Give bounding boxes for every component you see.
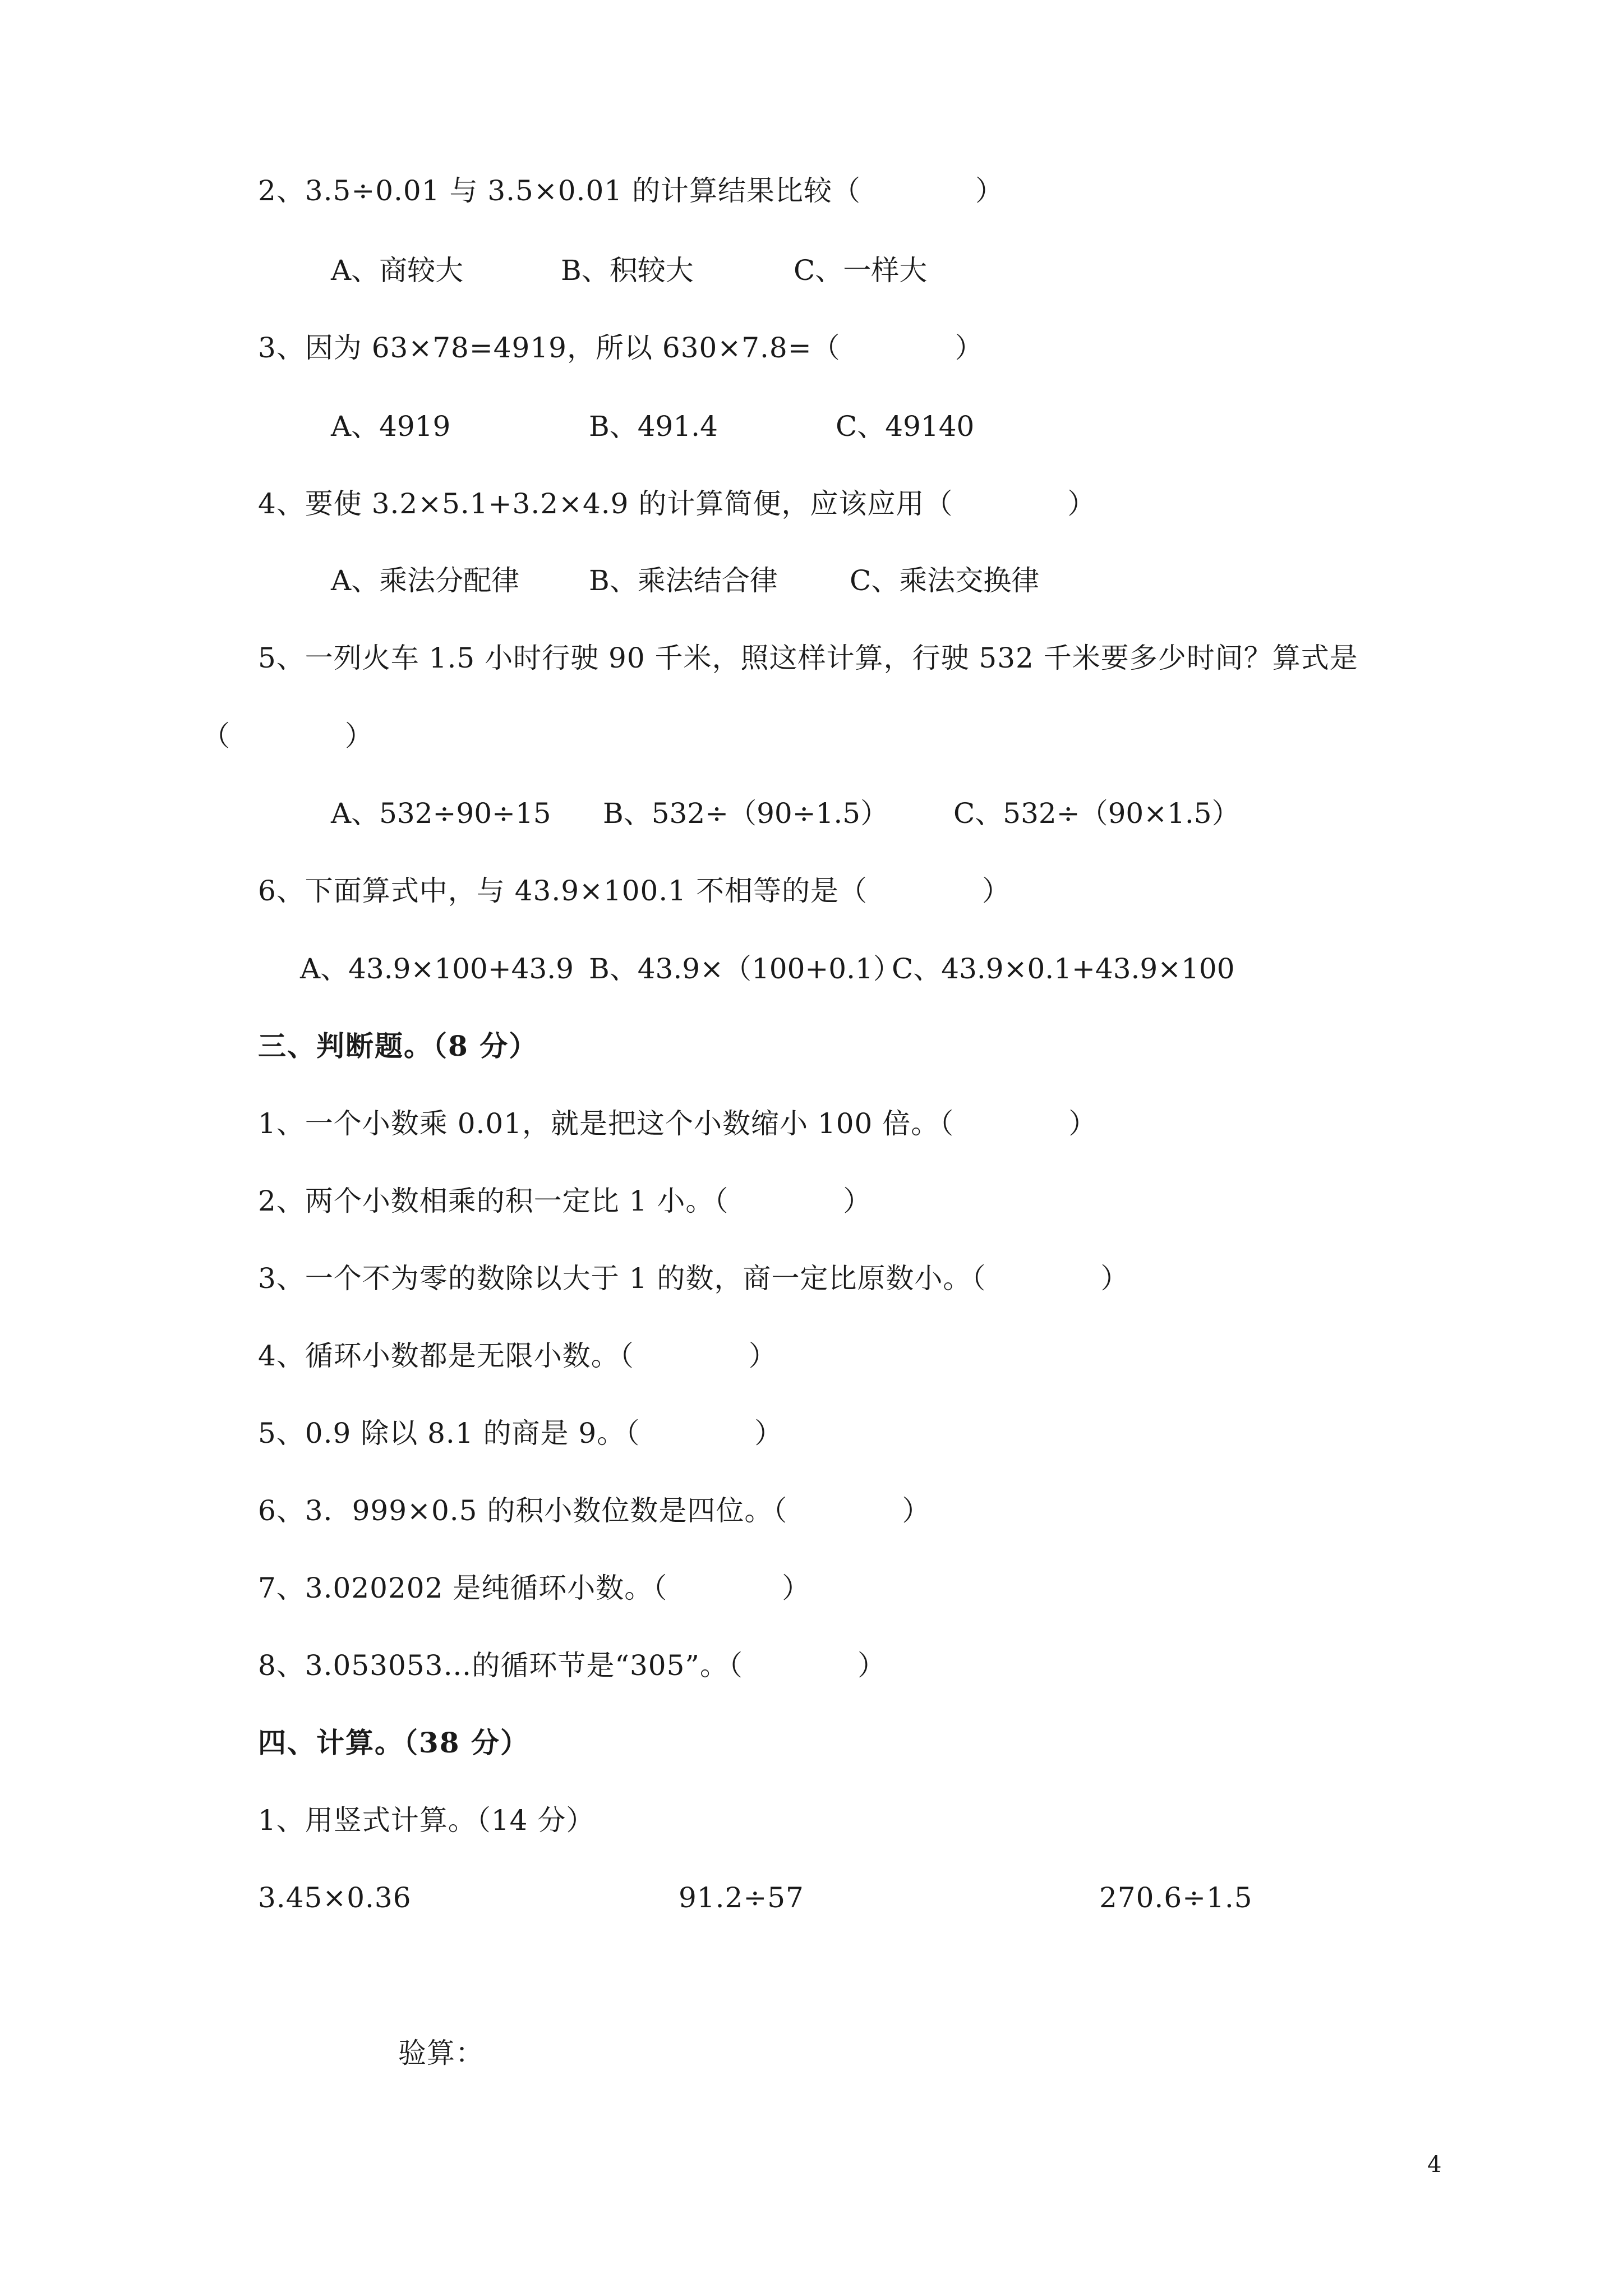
q2-option-c: C、一样大 bbox=[794, 254, 928, 287]
question-6: 6、下面算式中，与 43.9×100.1 不相等的是（ ） bbox=[258, 875, 1011, 907]
q2-option-a: A、商较大 bbox=[331, 254, 464, 287]
q4-option-a: A、乘法分配律 bbox=[331, 564, 520, 597]
calc-expr-3: 270.6÷1.5 bbox=[1099, 1881, 1253, 1914]
q5-option-a: A、532÷90÷15 bbox=[331, 797, 551, 830]
q3-option-b: B、491.4 bbox=[589, 410, 718, 443]
question-5-blank: （ ） bbox=[202, 720, 374, 752]
q6-option-c: C、43.9×0.1+43.9×100 bbox=[892, 953, 1235, 985]
judge-item-6: 6、3．999×0.5 的积小数位数是四位。（ ） bbox=[258, 1494, 931, 1527]
section-3-heading: 三、判断题。（8 分） bbox=[258, 1029, 538, 1062]
question-4: 4、要使 3.2×5.1+3.2×4.9 的计算简便，应该应用（ ） bbox=[258, 487, 1096, 520]
q2-option-b: B、积较大 bbox=[561, 254, 694, 287]
judge-item-5: 5、0.9 除以 8.1 的商是 9。（ ） bbox=[258, 1417, 783, 1450]
question-5: 5、一列火车 1.5 小时行驶 90 千米，照这样计算，行驶 532 千米要多少时间？算式是 bbox=[258, 642, 1358, 674]
judge-item-8: 8、3.053053…的循环节是“305”。（ ） bbox=[258, 1649, 886, 1682]
q4-option-b: B、乘法结合律 bbox=[589, 564, 778, 597]
calc-expr-2: 91.2÷57 bbox=[679, 1881, 804, 1914]
judge-item-1: 1、一个小数乘 0.01，就是把这个小数缩小 100 倍。（ ） bbox=[258, 1107, 1098, 1140]
judge-item-4: 4、循环小数都是无限小数。（ ） bbox=[258, 1340, 777, 1372]
page-number: 4 bbox=[1427, 2152, 1442, 2178]
question-3: 3、因为 63×78=4919，所以 630×7.8=（ ） bbox=[258, 332, 984, 364]
check-label: 验算： bbox=[398, 2037, 484, 2069]
q4-option-c: C、乘法交换律 bbox=[850, 564, 1040, 597]
judge-item-7: 7、3.020202 是纯循环小数。（ ） bbox=[258, 1572, 811, 1604]
vertical-calc-title: 1、用竖式计算。（14 分） bbox=[258, 1804, 595, 1837]
calc-expr-1: 3.45×0.36 bbox=[258, 1881, 412, 1914]
judge-item-3: 3、一个不为零的数除以大于 1 的数，商一定比原数小。（ ） bbox=[258, 1262, 1129, 1295]
q3-option-a: A、4919 bbox=[331, 410, 451, 443]
question-2: 2、3.5÷0.01 与 3.5×0.01 的计算结果比较（ ） bbox=[258, 174, 1004, 207]
q5-option-b: B、532÷（90÷1.5） bbox=[603, 797, 889, 830]
section-4-heading: 四、计算。（38 分） bbox=[258, 1726, 529, 1759]
q5-option-c: C、532÷（90×1.5） bbox=[953, 797, 1240, 830]
q6-option-a: A、43.9×100+43.9 bbox=[300, 953, 574, 985]
q3-option-c: C、49140 bbox=[836, 410, 975, 443]
q6-option-b: B、43.9×（100+0.1） bbox=[589, 953, 901, 985]
judge-item-2: 2、两个小数相乘的积一定比 1 小。（ ） bbox=[258, 1185, 872, 1217]
